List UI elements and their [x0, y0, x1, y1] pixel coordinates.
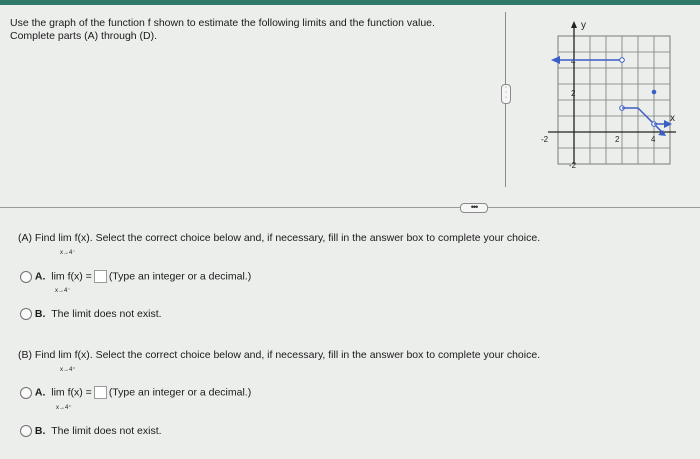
part-b-answer-box[interactable] [94, 386, 107, 399]
part-b-choice-a-radio[interactable] [20, 387, 32, 399]
tick-label-y-2: 2 [571, 89, 576, 98]
tick-label-x-4: 4 [651, 135, 656, 144]
part-a-prompt: (A) Find lim f(x). Select the correct choice below and, if necessary, fill in the answer box to complete your choice. [18, 232, 541, 244]
instructions [10, 17, 490, 43]
part-b-choice-a-letter: A. [34, 386, 46, 399]
tick-label-y-neg2: -2 [569, 161, 577, 168]
part-a-choice-a-radio[interactable] [20, 271, 32, 283]
instructions-line-2: Complete parts (A) through (D). [10, 30, 158, 42]
tick-label-y-4: 4 [571, 57, 576, 66]
part-a-choice-b-text: The limit does not exist. [51, 308, 162, 320]
part-a-choice-a-subscript: x→4⁻ [55, 288, 71, 294]
part-a-prompt-subscript: x→4⁻ [60, 250, 76, 256]
graph-grid [558, 36, 670, 164]
part-b-choice-b-letter: B. [34, 425, 46, 437]
top-accent-bar [0, 0, 700, 5]
part-a-choice-a-text: lim f(x) = [51, 270, 92, 283]
part-b-choice-b-radio[interactable] [20, 425, 32, 437]
part-a-choice-b-letter: B. [34, 308, 46, 320]
part-a-choice-a-letter: A. [34, 270, 46, 283]
part-a-choice-a-hint: (Type an integer or a decimal.) [108, 270, 252, 283]
part-b-prompt: (B) Find lim f(x). Select the correct choice below and, if necessary, fill in the answer box to complete your choice. [18, 349, 541, 361]
function-graph [538, 18, 678, 168]
tick-label-x-neg2: -2 [541, 135, 549, 144]
part-b-choice-a[interactable] [20, 386, 251, 399]
part-b-choice-b-text: The limit does not exist. [51, 425, 162, 437]
part-a-answer-box[interactable] [94, 270, 107, 283]
instructions-line-1: Use the graph of the function f shown to estimate the following limits and the function value. [10, 17, 435, 29]
part-b-choice-a-text: lim f(x) = [51, 386, 92, 399]
part-b-choice-a-subscript: x→4⁺ [56, 405, 72, 411]
part-a-choice-a[interactable] [20, 270, 251, 283]
y-axis-label: y [581, 20, 586, 31]
graph-axes [548, 21, 676, 164]
expand-handle-vertical[interactable]: · · · [501, 84, 511, 104]
part-b-prompt-subscript: x→4⁺ [60, 367, 76, 373]
x-axis-label: x [670, 113, 675, 124]
part-b-choice-a-hint: (Type an integer or a decimal.) [108, 386, 252, 399]
part-a-choice-b-radio[interactable] [20, 308, 32, 320]
horizontal-divider [0, 207, 700, 208]
part-a-choice-b[interactable] [20, 308, 162, 320]
tick-label-x-2: 2 [615, 135, 620, 144]
part-b-choice-b[interactable] [20, 425, 162, 437]
more-button[interactable]: ••• [460, 203, 488, 213]
